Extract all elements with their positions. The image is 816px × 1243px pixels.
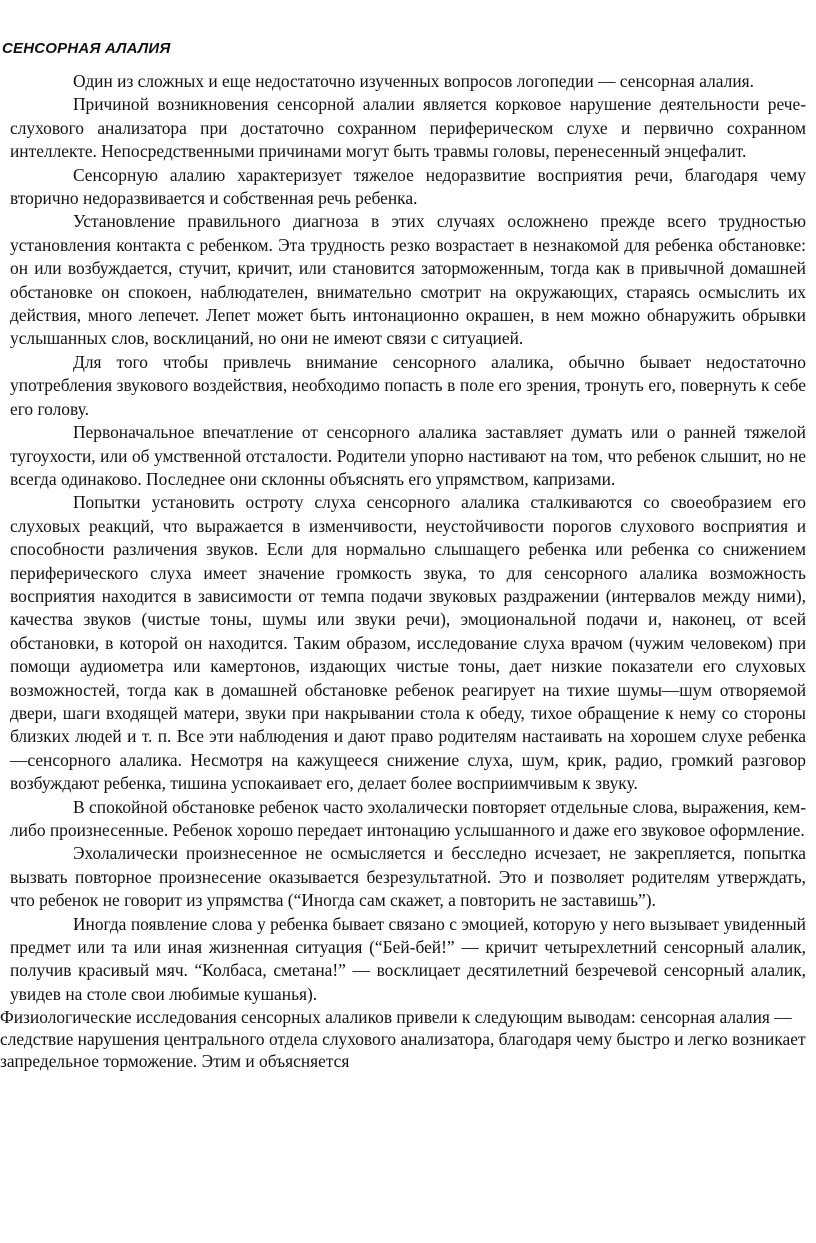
paragraph: Эхолалически произнесенное не осмысляется и бесследно исчезает, не закрепляется, попытка вызвать повторное произнесение оказывается безрезультатной. Это и позволяет родителям утверждать, что ребенок не говорит из упрямства (“Иногда сам скажет, а повторить не заставишь”).	[10, 843, 806, 911]
paragraph: В спокойной обстановке ребенок часто эхолалически повторяет отдельные слова, выражения, кем-либо произнесенные. Ребенок хорошо передает интонацию услышанного и даже его звуковое оформление.	[10, 796, 806, 840]
paragraph: Попытки установить остроту слуха сенсорного алалика сталкиваются со своеобразием его слуховых реакций, что выражается в изменчивости, неустойчивости порогов слухового восприятия и способности различения звуков. Если для нормально слышащего ребенка или ребенка со снижением периферического слуха имеет значение громкость звука, то для сенсорного алалика возможность восприятия находится в зависимости от темпа подачи звуковых раздражении (интервалов между ними), качества звуков (чистые тоны, шумы или звуки речи), эмоциональной подачи и, наконец, от всей обстановки, в которой он находится. Таким образом, исследование слуха врачом (чужим человеком) при помощи аудиометра или камертонов, издающих чистые тоны, дает низкие показатели его слуховых возможностей, тогда как в домашней обстановке ребенок реагирует на тихие шумы—шум отворяемой двери, шаги входящей матери, звуки при накрывании стола к обеду, тихое обращение к нему со стороны близких людей и т. п. Все эти наблюдения и дают право родителям настаивать на хорошем слухе ребенка—сенсорного алалика. Несмотря на кажущееся снижение слуха, шум, крик, радио, громкий разговор возбуждают ребенка, тишина успокаивает его, делает более восприимчивым к звуку.	[10, 492, 806, 794]
paragraph: Установление правильного диагноза в этих случаях осложнено прежде всего трудностью установления контакта с ребенком. Эта трудность резко возрастает в незнакомой для ребенка обстановке: он или возбуждается, стучит, кричит, или становится заторможенным, тогда как в привычной домашней обстановке он спокоен, наблюдателен, внимательно смотрит на окружающих, стараясь осмыслить их действия, много лепечет. Лепет может быть интонационно окрашен, в нем можно обнаружить обрывки услышанных слов, восклицаний, но они не имеют связи с ситуацией.	[10, 211, 806, 349]
final-paragraph: Физиологические исследования сенсорных алаликов привели к следующим выводам: сенсорная алалия — следствие нарушения центрального отдела слухового анализатора, благодаря чему быстро и легко возникает запредельное торможение. Этим и объясняется	[0, 1007, 806, 1072]
document-body	[0, 70, 806, 1072]
paragraph: Первоначальное впечатление от сенсорного алалика заставляет думать или о ранней тяжелой тугоухости, или об умственной отсталости. Родители упорно настивают на том, что ребенок слышит, но не всегда одинаково. Последнее они склонны объяснять его упрямством, капризами.	[10, 422, 806, 489]
paragraph: Причиной возникновения сенсорной алалии является корковое нарушение деятельности рече-слухового анализатора при достаточно сохранном периферическом слухе и первично сохранном интеллекте. Непосредственными причинами могут быть травмы головы, перенесенный энцефалит.	[10, 94, 806, 162]
paragraph: Один из сложных и еще недостаточно изученных вопросов логопедии — сенсорная алалия.	[73, 71, 754, 91]
paragraph: Для того чтобы привлечь внимание сенсорного алалика, обычно бывает недостаточно употребления звукового воздействия, необходимо попасть в поле его зрения, тронуть его, повернуть к себе его голову.	[10, 351, 806, 419]
paragraph: Сенсорную алалию характеризует тяжелое недоразвитие восприятия речи, благодаря чему вторично недоразвивается и собственная речь ребенка.	[10, 164, 806, 209]
document-title: СЕНСОРНАЯ АЛАЛИЯ	[2, 40, 171, 57]
paragraph: Иногда появление слова у ребенка бывает связано с эмоцией, которую у него вызывает увиденный предмет или та или иная жизненная ситуация (“Бей-бей!” — кричит четырехлетний сенсорный алалик, получив красивый мяч. “Колбаса, сметана!” — восклицает десятилетний безречевой сенсорный алалик, увидев на столе свои любимые кушанья).	[10, 913, 806, 1004]
